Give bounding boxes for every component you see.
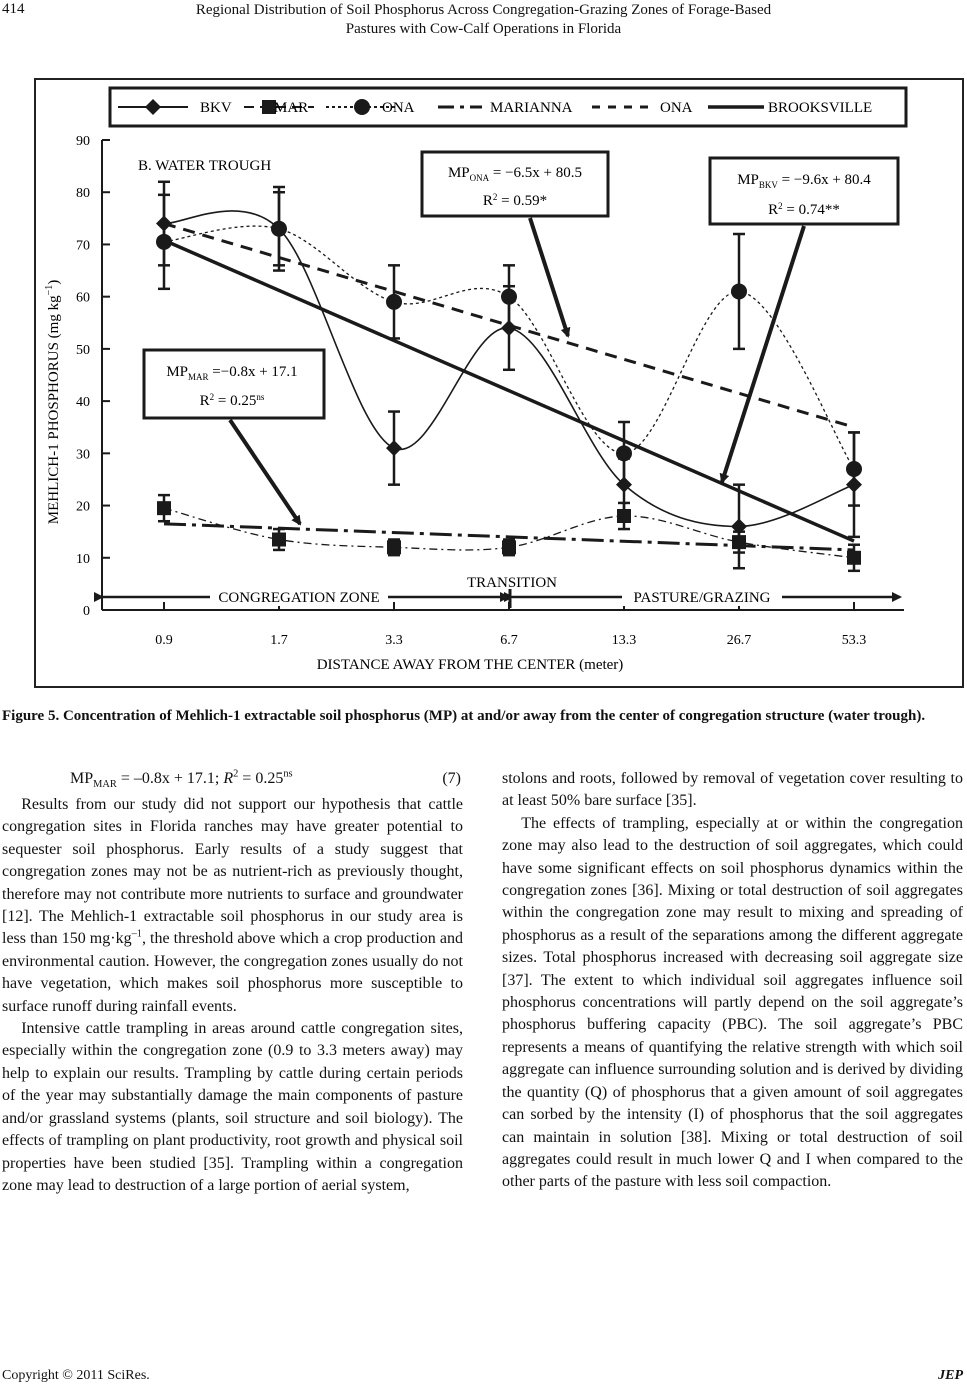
panel-label: B. WATER TROUGH	[138, 158, 272, 174]
data-point-ona	[156, 234, 172, 250]
svg-text:MPONA = −6.5x + 80.5: $MP_{ONA} = -6.5x + 80.5$	[447, 165, 583, 183]
legend-label: MARIANNA	[490, 100, 573, 116]
svg-text:R2 = 0.74**: $R^2 = 0.74**$	[768, 201, 840, 218]
x-tick-label: 26.7	[726, 633, 752, 648]
legend-item	[244, 100, 314, 116]
paragraph: Intensive cattle trampling in areas around cattle congregation sites, especially within the congregation zone (0.9 to 3.3 meters away) may help to explain our results. Trampling by cattle during certain periods of the year may substantially damage the main components of pasture and/or grassland systems (plants, soil structure and soil biology). The effects of trampling on plant productivity, root growth and physical soil properties have been studied [35]. Trampling within a congregation zone may lead to destruction of a large portion of aerial system,	[2, 1020, 463, 1194]
legend-label: BKV	[200, 100, 232, 116]
legend-item	[326, 99, 415, 116]
equation-number: (7)	[442, 770, 461, 787]
data-point-mar	[157, 501, 171, 515]
x-tick-label: 6.7	[500, 633, 518, 648]
x-tick-label: 53.3	[841, 633, 867, 648]
svg-text:R2 = 0.25ns: $R^2 = 0.25^{ns}$	[199, 392, 265, 409]
mar-equation-arrow	[230, 420, 300, 524]
data-point-ona	[386, 294, 402, 310]
copyright: Copyright © 2011 SciRes.	[2, 1368, 150, 1383]
bkv-equation-arrow	[722, 226, 804, 482]
equation-7: $MP_{MAR} = -0.8x + 17.1$; $R^2 = 0.25^{ns}$ (7)	[70, 768, 461, 791]
legend	[118, 99, 872, 116]
running-title-line2: Pastures with Cow-Calf Operations in Florida	[345, 21, 622, 37]
data-point-ona	[616, 445, 632, 461]
figure-caption: Figure 5. Concentration of Mehlich-1 extractable soil phosphorus (MP) at and/or away from the center of congregation structure (water trough).	[2, 708, 926, 724]
data-point-ona	[731, 283, 747, 299]
data-point-mar	[847, 551, 861, 565]
running-title-line1: Regional Distribution of Soil Phosphorus Across Congregation-Grazing Zones of Forage-Based	[195, 2, 772, 18]
data-point-bkv	[386, 440, 402, 456]
x-tick-label: 0.9	[155, 633, 173, 648]
y-tick-label: 90	[76, 134, 90, 149]
legend-item	[592, 100, 693, 116]
y-tick-label: 0	[83, 604, 90, 619]
x-axis-label: DISTANCE AWAY FROM THE CENTER (meter)	[316, 657, 624, 673]
y-axis-label: MEHLICH-1 PHOSPHORUS (mg $kg^{-1}$)	[44, 279, 62, 525]
data-point-ona	[501, 289, 517, 305]
y-tick-label: 20	[76, 499, 90, 515]
y-tick-label: 40	[76, 395, 90, 411]
equation-box-ona	[422, 152, 608, 216]
page-number: 414	[2, 1, 25, 17]
svg-text:MPMAR =−0.8x + 17.1: $MP_{MAR} =-0.8x + 17.1$	[166, 364, 298, 382]
y-tick-label: 10	[76, 551, 90, 567]
data-point-mar	[502, 540, 516, 554]
running-header	[0, 0, 967, 44]
svg-text:MPBKV = −9.6x + 80.4: $MP_{BKV} = -9.6x + 80.4$	[737, 172, 871, 190]
y-tick-label: 80	[76, 186, 90, 202]
data-point-mar	[387, 540, 401, 554]
legend-item	[708, 100, 872, 116]
legend-label: BROOKSVILLE	[768, 100, 873, 116]
paragraph: Results from our study did not support our hypothesis that cattle congregation sites in Florida ranches may have greater potential to sequester soil phosphorus. Early results of a study suggest that congregation zones may not be as nutrient-rich as previously thought, therefore may not contribute more nutrients to surface and groundwater [12]. The Mehlich-1 extractable soil phosphorus in our study area is less than 150 $mg\cdot kg^{-1}$, the threshold above which a crop production and environmental caution. However, the congregation zones usually do not have vegetation, which makes soil phosphorus more susceptible to surface runoff during rainfall events.	[2, 796, 463, 1015]
x-tick-label: 3.3	[385, 633, 403, 648]
legend-label: MAR	[274, 100, 309, 116]
paragraph: The effects of trampling, especially at or within the congregation zone may also lead to the destruction of soil aggregates, which could have some significant effects on soil phosphorus dynamics within the congregation zones [36]. Mixing or total destruction of soil aggregates within the congregation zone may result to mixing and spreading of phosphorus as a result of the separations among the different aggregate sizes. Total phosphorus increased with decreasing soil aggregate size [37]. The extent to which individual soil aggregates influence soil phosphorus concentrations will partly depend on the soil aggregate’s phosphorus buffering capacity (PBC). The soil aggregate’s PBC represents a means of quantifying the relative strength with which soil aggregate can influence surrounding solution and is derived by dividing the quantity (Q) of phosphorus that a given amount of soil aggregates can sorbed by the intensity (I) of phosphorus that the soil aggregates can maintain in solution [38]. Mixing or total destruction of soil aggregates could result in much lower Q and I when compared to the other parts of the pasture with less soil compaction.	[502, 814, 963, 1191]
x-tick-label: 13.3	[611, 633, 637, 648]
legend-label: ONA	[382, 100, 415, 116]
legend-item	[438, 100, 573, 116]
right-column	[502, 768, 963, 1194]
legend-label: ONA	[660, 100, 693, 116]
series-mar	[157, 495, 861, 571]
data-point-ona	[271, 221, 287, 237]
legend-swatch-marker	[145, 99, 161, 115]
data-point-mar	[272, 533, 286, 547]
phosphorus-chart	[34, 78, 964, 688]
left-column	[2, 768, 463, 1197]
equation-box-bkv	[710, 158, 898, 224]
pasture-zone-label: PASTURE/GRAZING	[633, 590, 771, 606]
y-tick-label: 60	[76, 290, 90, 306]
data-point-mar	[617, 509, 631, 523]
legend-item	[118, 99, 232, 116]
paragraph: stolons and roots, followed by removal of vegetation cover resulting to at least 50% bare surface [35].	[502, 770, 963, 810]
transition-label: TRANSITION	[467, 575, 557, 591]
svg-text:R2 = 0.59*: $R^2 = 0.59*$	[482, 192, 548, 209]
data-point-ona	[846, 461, 862, 477]
y-tick-label: 30	[76, 447, 90, 463]
ona-equation-arrow	[530, 218, 568, 336]
y-tick-label: 70	[76, 238, 90, 254]
y-tick-label: 50	[76, 342, 90, 358]
congregation-zone-label: CONGREGATION ZONE	[218, 590, 380, 606]
figure-5	[34, 78, 964, 688]
data-point-mar	[732, 535, 746, 549]
journal-abbrev: JEP	[938, 1368, 963, 1383]
legend-swatch-marker	[354, 99, 370, 115]
equation-box-mar	[144, 350, 324, 418]
x-tick-label: 1.7	[270, 633, 288, 648]
